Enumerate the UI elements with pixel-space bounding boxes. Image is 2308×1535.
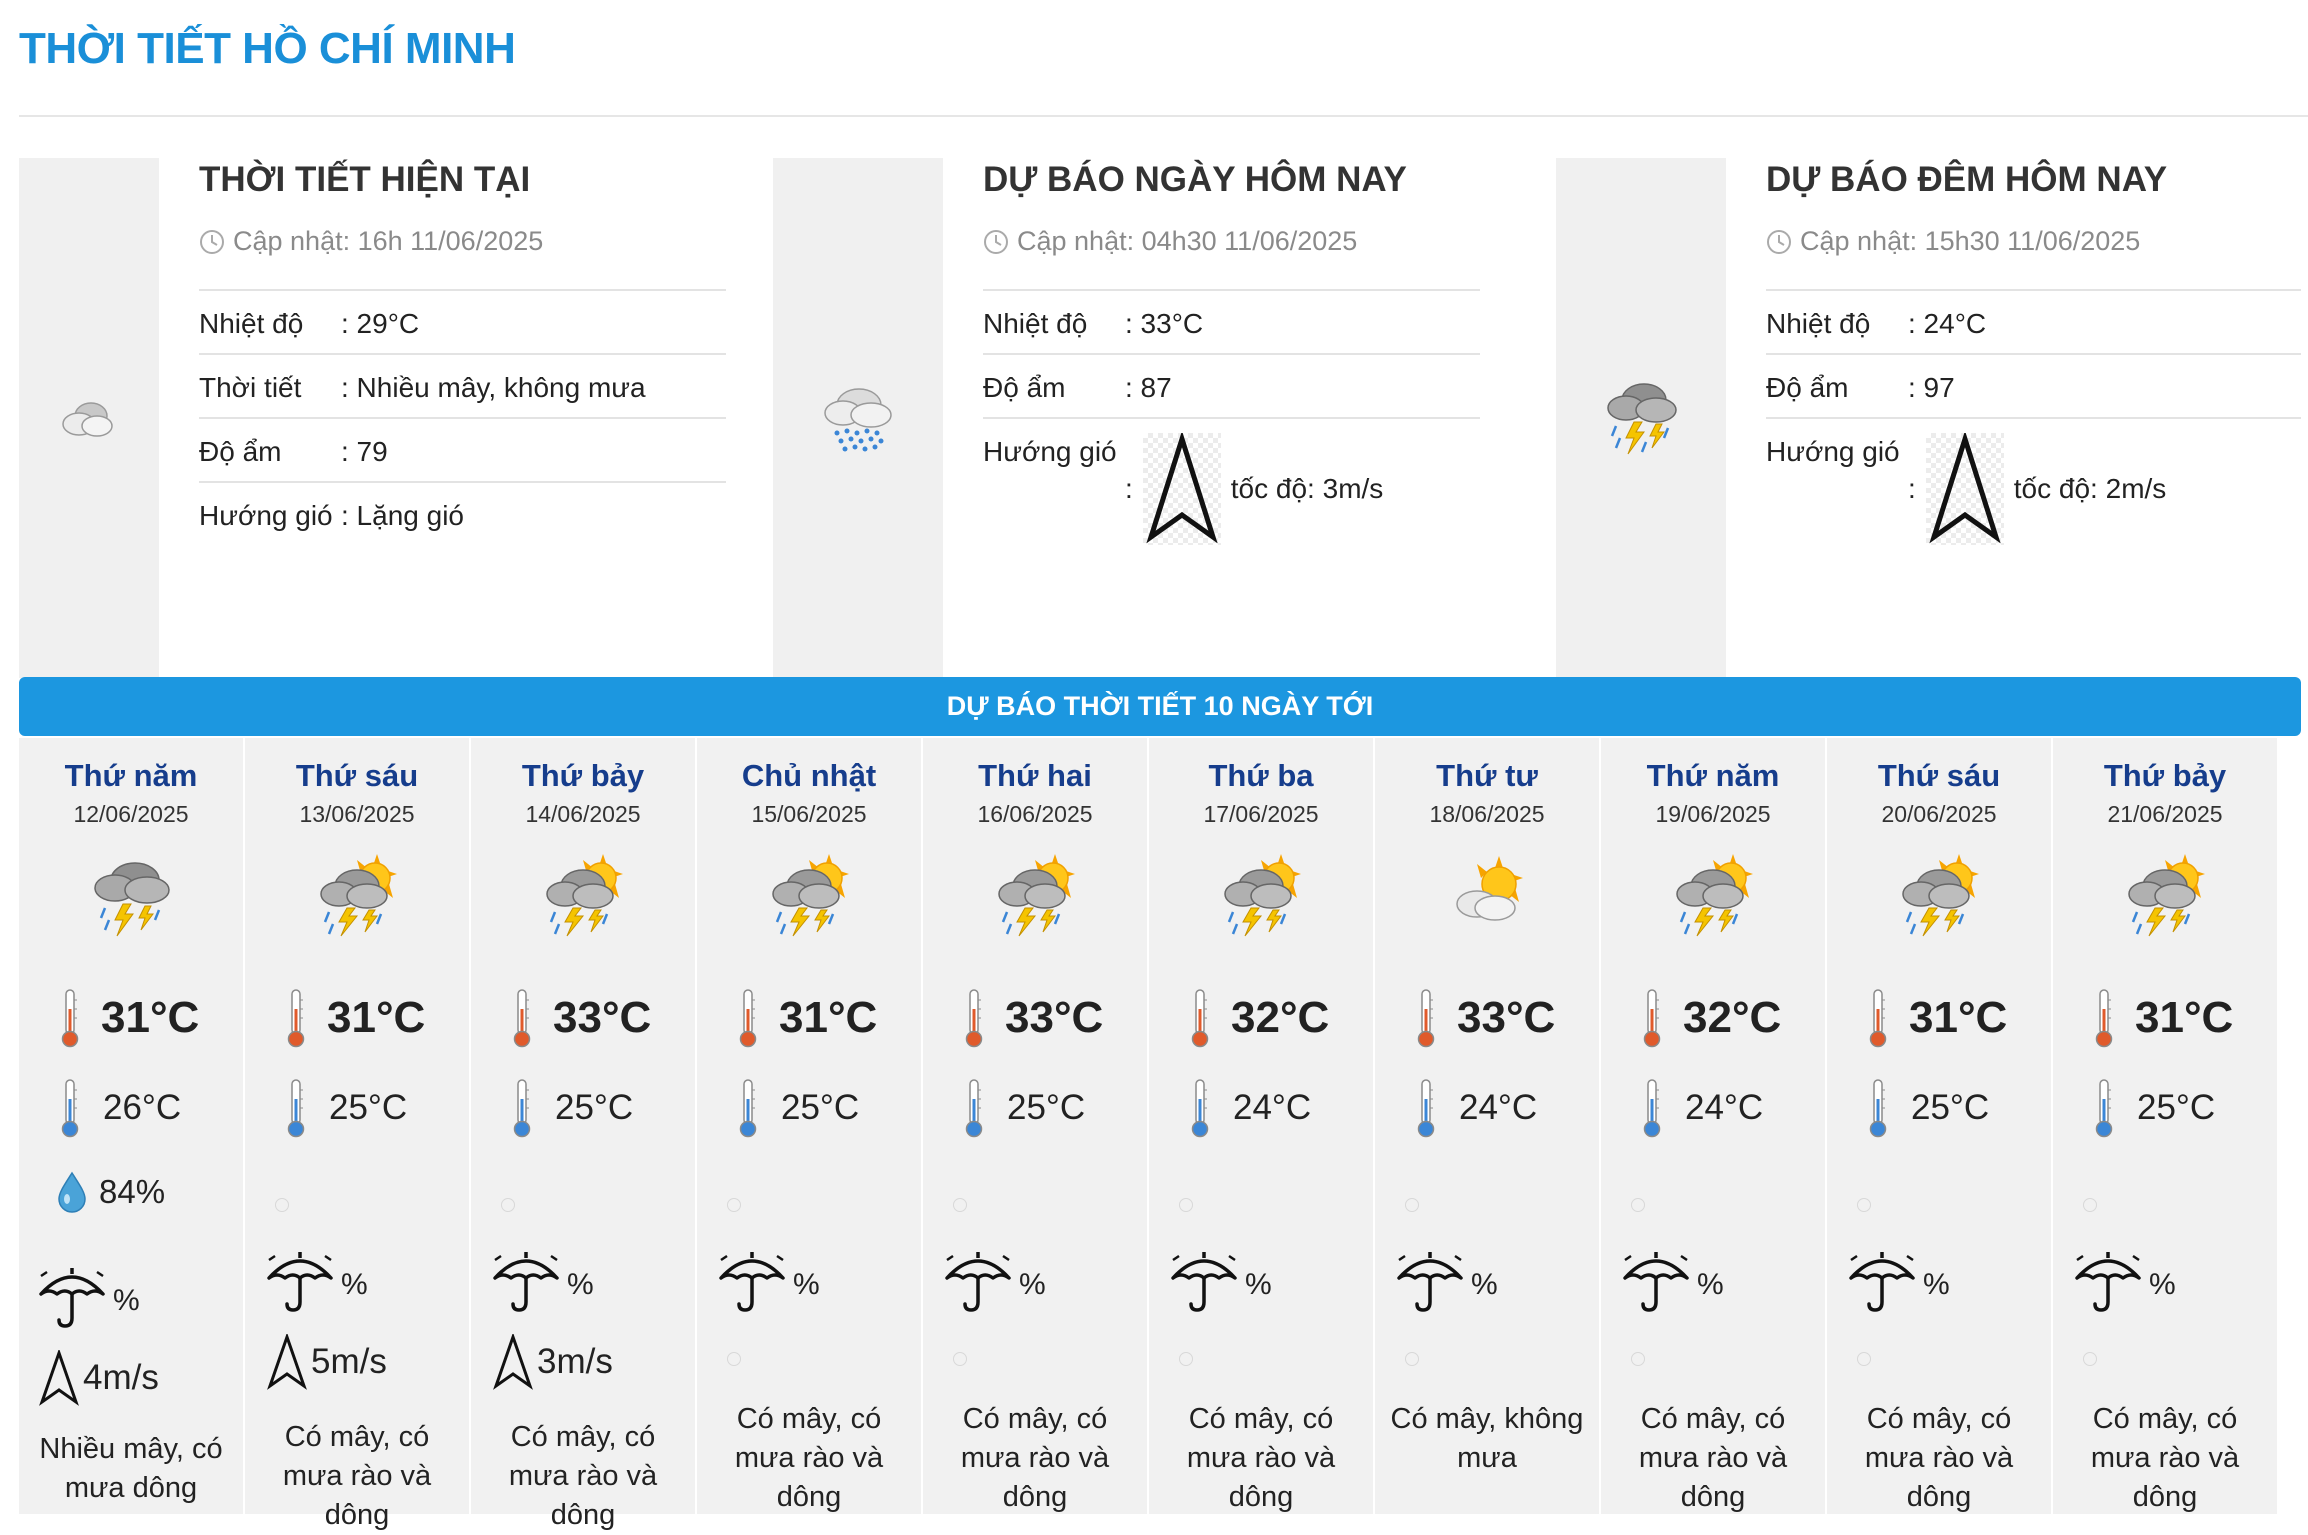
low-temperature	[1189, 1078, 1311, 1138]
row-label: Nhiệt độ	[983, 308, 1088, 339]
high-temperature	[2093, 988, 2233, 1048]
wind-speed: tốc độ: 2m/s	[2013, 473, 2167, 504]
low-temperature	[1415, 1078, 1537, 1138]
rain-chance	[265, 1248, 368, 1314]
low-temp-value: 25°C	[555, 1088, 634, 1127]
empty-wind-dot	[2083, 1352, 2097, 1366]
page-title: THỜI TIẾT HỒ CHÍ MINH	[19, 24, 516, 73]
rain-chance	[1395, 1248, 1498, 1314]
wind-arrow-icon	[493, 1334, 533, 1390]
thermometer-icon	[511, 988, 533, 1048]
sun-thunderstorm-icon	[763, 848, 855, 940]
info-row-wind	[1766, 419, 2301, 555]
low-temperature	[1641, 1078, 1763, 1138]
empty-humidity-dot	[2083, 1198, 2097, 1212]
sun-thunderstorm-icon	[1667, 848, 1759, 940]
row-value: : 97	[1908, 372, 1955, 403]
sun-thunderstorm-icon	[1215, 848, 1307, 940]
row-label: Hướng gió	[1766, 436, 1900, 467]
day-date: 13/06/2025	[299, 801, 415, 827]
info-row-temperature	[983, 291, 1480, 355]
wind	[267, 1334, 387, 1390]
thermometer-icon	[1867, 1078, 1889, 1138]
day-name: Thứ năm	[64, 758, 198, 793]
info-row-humidity	[983, 355, 1480, 419]
high-temperature	[737, 988, 877, 1048]
update-time	[983, 226, 1480, 257]
weather-description: Có mây, có mưa rào và dông	[1186, 1403, 1336, 1513]
empty-wind-dot	[1405, 1352, 1419, 1366]
empty-wind-dot	[953, 1352, 967, 1366]
low-temperature	[2093, 1078, 2215, 1138]
thermometer-icon	[1641, 1078, 1663, 1138]
low-temperature	[1867, 1078, 1989, 1138]
forecast-day	[697, 738, 923, 1514]
thermometer-icon	[737, 988, 759, 1048]
forecast-day	[1375, 738, 1601, 1514]
update-time	[1766, 226, 2301, 257]
high-temperature	[511, 988, 651, 1048]
wind-arrow-icon	[1143, 433, 1221, 545]
high-temp-value: 31°C	[1909, 993, 2008, 1042]
thermometer-icon	[1415, 988, 1437, 1048]
update-text: Cập nhật: 04h30 11/06/2025	[1017, 226, 1358, 256]
rain-chance-value: %	[1697, 1268, 1724, 1301]
thermometer-icon	[1189, 988, 1211, 1048]
humidity-value: 84%	[99, 1173, 166, 1210]
day-date: 20/06/2025	[1881, 801, 1997, 827]
humidity-drop-icon	[57, 1171, 87, 1213]
high-temperature	[1415, 988, 1555, 1048]
tonight-icon-column	[1556, 158, 1726, 678]
umbrella-icon	[37, 1264, 107, 1330]
row-value: : Lặng gió	[341, 500, 464, 531]
rain-chance	[1169, 1248, 1272, 1314]
weather-description: Có mây, có mưa rào và dông	[282, 1421, 432, 1531]
rain-chance	[37, 1264, 140, 1330]
thermometer-icon	[963, 1078, 985, 1138]
day-date: 18/06/2025	[1429, 801, 1545, 827]
high-temp-value: 31°C	[101, 993, 200, 1042]
day-name: Thứ sáu	[1877, 758, 2001, 793]
umbrella-icon	[2073, 1248, 2143, 1314]
thermometer-icon	[59, 988, 81, 1048]
forecast-grid	[19, 738, 2301, 1531]
current-weather-panel	[19, 158, 764, 678]
high-temp-value: 31°C	[2135, 993, 2234, 1042]
low-temp-value: 25°C	[1911, 1088, 1990, 1127]
umbrella-icon	[491, 1248, 561, 1314]
row-value: : 24°C	[1908, 308, 1987, 339]
day-date: 17/06/2025	[1203, 801, 1319, 827]
wind	[493, 1334, 613, 1390]
weather-description: Có mây, có mưa rào và dông	[1638, 1403, 1788, 1513]
partly-cloudy-icon	[57, 390, 121, 446]
sun-cloud-icon	[1441, 848, 1533, 940]
today-icon-column	[773, 158, 943, 678]
rain-chance	[717, 1248, 820, 1314]
forecast-day	[923, 738, 1149, 1514]
row-label: Nhiệt độ	[199, 308, 304, 339]
high-temperature	[59, 988, 199, 1048]
umbrella-icon	[265, 1248, 335, 1314]
umbrella-icon	[1395, 1248, 1465, 1314]
weather-description: Có mây, có mưa rào và dông	[1864, 1403, 2014, 1513]
high-temp-value: 32°C	[1683, 993, 1782, 1042]
wind-arrow-icon	[39, 1350, 79, 1406]
day-name: Thứ bảy	[521, 758, 645, 793]
row-label: Thời tiết	[199, 372, 302, 403]
info-row-temperature	[1766, 291, 2301, 355]
empty-humidity-dot	[953, 1198, 967, 1212]
low-temp-value: 25°C	[781, 1088, 860, 1127]
day-date: 19/06/2025	[1655, 801, 1771, 827]
day-name: Thứ năm	[1646, 758, 1780, 793]
thermometer-icon	[2093, 988, 2115, 1048]
info-row-wind	[199, 483, 726, 545]
forecast-day	[245, 738, 471, 1531]
thermometer-icon	[1641, 988, 1663, 1048]
empty-humidity-dot	[1857, 1198, 1871, 1212]
panel-heading: THỜI TIẾT HIỆN TẠI	[199, 160, 531, 199]
sun-thunderstorm-icon	[2119, 848, 2211, 940]
day-date: 12/06/2025	[73, 801, 189, 827]
wind-direction-box	[1926, 433, 2004, 545]
high-temp-value: 33°C	[553, 993, 652, 1042]
empty-wind-dot	[1631, 1352, 1645, 1366]
humidity	[57, 1171, 165, 1213]
wind-arrow-icon	[267, 1334, 307, 1390]
sun-thunderstorm-icon	[311, 848, 403, 940]
info-row-humidity	[1766, 355, 2301, 419]
row-value: :	[1125, 473, 1133, 504]
day-name: Chủ nhật	[741, 758, 877, 793]
thermometer-icon	[285, 988, 307, 1048]
row-value: : 87	[1125, 372, 1172, 403]
low-temp-value: 24°C	[1685, 1088, 1764, 1127]
row-label: Nhiệt độ	[1766, 308, 1871, 339]
weather-description: Có mây, có mưa rào và dông	[2090, 1403, 2240, 1513]
row-label: Hướng gió	[983, 436, 1117, 467]
empty-humidity-dot	[1179, 1198, 1193, 1212]
thermometer-icon	[2093, 1078, 2115, 1138]
row-value: : 33°C	[1125, 308, 1204, 339]
forecast-day	[1827, 738, 2053, 1514]
info-table	[1766, 289, 2301, 555]
thermometer-icon	[737, 1078, 759, 1138]
low-temperature	[285, 1078, 407, 1138]
thermometer-icon	[59, 1078, 81, 1138]
rain-chance	[943, 1248, 1046, 1314]
day-date: 21/06/2025	[2107, 801, 2223, 827]
day-name: Thứ bảy	[2103, 758, 2227, 793]
weather-description: Có mây, có mưa rào và dông	[734, 1403, 884, 1513]
forecast-day	[471, 738, 697, 1531]
rain-chance	[491, 1248, 594, 1314]
rain-chance	[2073, 1248, 2176, 1314]
wind-speed-value: 4m/s	[83, 1358, 159, 1397]
empty-wind-dot	[727, 1352, 741, 1366]
thermometer-icon	[285, 1078, 307, 1138]
panel-heading: DỰ BÁO ĐÊM HÔM NAY	[1766, 160, 2168, 199]
today-forecast-panel	[773, 158, 1518, 678]
low-temp-value: 24°C	[1233, 1088, 1312, 1127]
rain-chance-value: %	[1019, 1268, 1046, 1301]
umbrella-icon	[943, 1248, 1013, 1314]
low-temp-value: 26°C	[103, 1088, 182, 1127]
rain-chance-value: %	[341, 1268, 368, 1301]
clock-icon	[983, 229, 1009, 255]
day-name: Thứ hai	[978, 758, 1092, 793]
info-table	[983, 289, 1480, 555]
forecast-header-bar: DỰ BÁO THỜI TIẾT 10 NGÀY TỚI	[19, 677, 2301, 736]
rain-chance-value: %	[1245, 1268, 1272, 1301]
high-temp-value: 31°C	[327, 993, 426, 1042]
forecast-day	[1149, 738, 1375, 1514]
row-value: : Nhiều mây, không mưa	[341, 372, 646, 403]
rain-chance-value: %	[113, 1284, 140, 1317]
info-row-weather	[199, 355, 726, 419]
rain-chance-value: %	[567, 1268, 594, 1301]
wind-speed-value: 3m/s	[537, 1342, 613, 1381]
thermometer-icon	[1867, 988, 1889, 1048]
wind	[39, 1350, 159, 1406]
weather-description: Nhiều mây, có mưa dông	[39, 1433, 223, 1504]
title-divider	[19, 115, 2308, 117]
info-table	[199, 289, 726, 545]
forecast-day	[2053, 738, 2277, 1514]
high-temp-value: 32°C	[1231, 993, 1330, 1042]
high-temperature	[285, 988, 425, 1048]
empty-wind-dot	[1857, 1352, 1871, 1366]
rain-chance-value: %	[1471, 1268, 1498, 1301]
rain-chance	[1621, 1248, 1724, 1314]
forecast-day	[19, 738, 245, 1514]
row-label: Độ ẩm	[199, 436, 282, 467]
high-temperature	[963, 988, 1103, 1048]
day-name: Thứ ba	[1208, 758, 1314, 793]
info-row-temperature	[199, 291, 726, 355]
thunderstorm-cloud-icon	[1598, 372, 1684, 464]
thermometer-icon	[511, 1078, 533, 1138]
sun-thunderstorm-icon	[989, 848, 1081, 940]
low-temp-value: 25°C	[329, 1088, 408, 1127]
weather-description: Có mây, có mưa rào và dông	[508, 1421, 658, 1531]
panel-heading: DỰ BÁO NGÀY HÔM NAY	[983, 160, 1407, 199]
current-weather-icon-column	[19, 158, 159, 678]
day-name: Thứ tư	[1436, 758, 1538, 793]
info-row-wind	[983, 419, 1480, 555]
empty-humidity-dot	[1405, 1198, 1419, 1212]
row-value: : 79	[341, 436, 388, 467]
clock-icon	[199, 229, 225, 255]
tonight-forecast-panel	[1556, 158, 2301, 678]
wind-arrow-icon	[1926, 433, 2004, 545]
umbrella-icon	[1169, 1248, 1239, 1314]
row-label: Hướng gió	[199, 500, 333, 531]
day-date: 16/06/2025	[977, 801, 1093, 827]
high-temperature	[1189, 988, 1329, 1048]
low-temperature	[963, 1078, 1085, 1138]
empty-humidity-dot	[1631, 1198, 1645, 1212]
forecast-day	[1601, 738, 1827, 1514]
low-temp-value: 25°C	[1007, 1088, 1086, 1127]
empty-humidity-dot	[727, 1198, 741, 1212]
high-temp-value: 33°C	[1005, 993, 1104, 1042]
rain-cloud-icon	[815, 375, 901, 461]
high-temperature	[1641, 988, 1781, 1048]
wind-speed: tốc độ: 3m/s	[1230, 473, 1384, 504]
update-time	[199, 226, 726, 257]
high-temp-value: 33°C	[1457, 993, 1556, 1042]
thermometer-icon	[963, 988, 985, 1048]
wind-direction-box	[1143, 433, 1221, 545]
day-date: 15/06/2025	[751, 801, 867, 827]
update-text: Cập nhật: 15h30 11/06/2025	[1800, 226, 2141, 256]
row-label: Độ ẩm	[1766, 372, 1849, 403]
umbrella-icon	[717, 1248, 787, 1314]
low-temperature	[511, 1078, 633, 1138]
day-date: 14/06/2025	[525, 801, 641, 827]
empty-humidity-dot	[275, 1198, 289, 1212]
wind-speed-value: 5m/s	[311, 1342, 387, 1381]
sun-thunderstorm-icon	[1893, 848, 1985, 940]
thunderstorm-cloud-icon	[85, 848, 177, 940]
clock-icon	[1766, 229, 1792, 255]
low-temp-value: 25°C	[2137, 1088, 2216, 1127]
low-temp-value: 24°C	[1459, 1088, 1538, 1127]
row-value: :	[1908, 473, 1916, 504]
row-value: : 29°C	[341, 308, 420, 339]
high-temp-value: 31°C	[779, 993, 878, 1042]
thermometer-icon	[1189, 1078, 1211, 1138]
sun-thunderstorm-icon	[537, 848, 629, 940]
weather-description: Có mây, không mưa	[1390, 1403, 1584, 1474]
weather-description: Có mây, có mưa rào và dông	[960, 1403, 1110, 1513]
empty-wind-dot	[1179, 1352, 1193, 1366]
rain-chance-value: %	[1923, 1268, 1950, 1301]
info-row-humidity	[199, 419, 726, 483]
day-name: Thứ sáu	[295, 758, 419, 793]
rain-chance-value: %	[2149, 1268, 2176, 1301]
umbrella-icon	[1621, 1248, 1691, 1314]
high-temperature	[1867, 988, 2007, 1048]
thermometer-icon	[1415, 1078, 1437, 1138]
row-label: Độ ẩm	[983, 372, 1066, 403]
low-temperature	[59, 1078, 181, 1138]
empty-humidity-dot	[501, 1198, 515, 1212]
umbrella-icon	[1847, 1248, 1917, 1314]
rain-chance	[1847, 1248, 1950, 1314]
update-text: Cập nhật: 16h 11/06/2025	[233, 226, 544, 256]
low-temperature	[737, 1078, 859, 1138]
rain-chance-value: %	[793, 1268, 820, 1301]
